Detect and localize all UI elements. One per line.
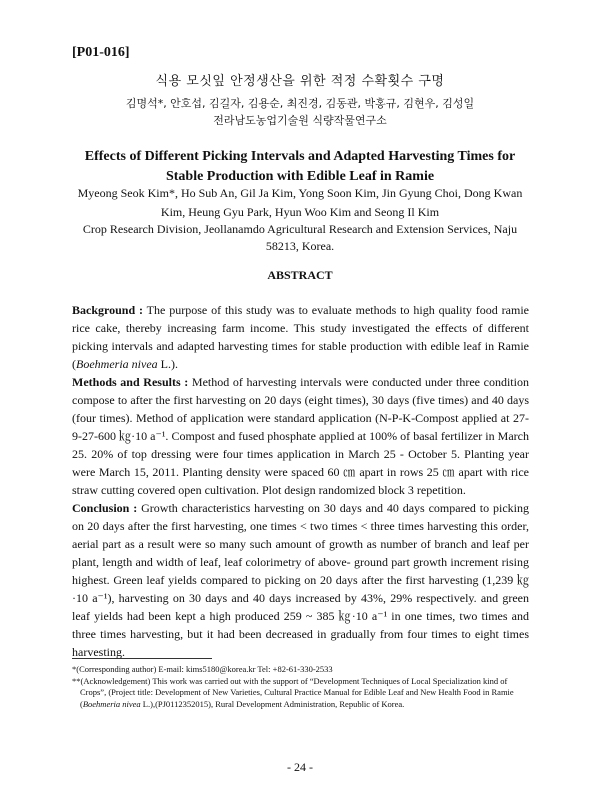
- methods-paragraph: [72, 373, 529, 499]
- abstract-body: [72, 301, 529, 661]
- korean-title: 식용 모싯잎 안정생산을 위한 적정 수확횟수 구명: [155, 74, 445, 89]
- footnote-acknowledgement-text: **(Acknowledgement) This work was carried out with the support of “Development Techniques of Local Specialization kind of Crops”, (Project title: Development of New Varieties, Cultural Practice Manual for Edible Leaf and New Health Food in Ramie (: [72, 675, 514, 709]
- background-label: Background :: [72, 303, 144, 317]
- english-title: Effects of Different Picking Intervals and Adapted Harvesting Times for Stable Production with Edible Leaf in Ramie: [84, 149, 516, 184]
- methods-label: Methods and Results :: [72, 375, 189, 389]
- footnote-corresponding-author: *(Corresponding author) E-mail: kims5180@korea.kr Tel: +82-61-330-2533: [72, 664, 333, 674]
- conclusion-paragraph: [72, 499, 529, 661]
- footnote-acknowledgement-tail: L.),(PJ0112352015), Rural Development Administration, Republic of Korea.: [140, 698, 405, 709]
- english-authors: Myeong Seok Kim*, Ho Sub An, Gil Ja Kim, Yong Soon Kim, Jin Gyung Choi, Dong Kwan Kim, Heung Gyu Park, Hyun Woo Kim and Seong Il Kim: [77, 186, 523, 219]
- abstract-heading: ABSTRACT: [267, 268, 333, 282]
- footnote-species: Boehmeria nivea: [82, 698, 141, 709]
- background-tail: L.).: [157, 357, 178, 371]
- footnote-divider: [72, 658, 212, 659]
- page-number: - 24 -: [287, 760, 313, 774]
- footnote-acknowledgement: [72, 676, 532, 711]
- korean-authors: 김명석*, 안호섭, 김길자, 김용순, 최진경, 김동관, 박홍규, 김현우, 김성일: [125, 97, 475, 110]
- background-species: Boehmeria nivea: [76, 357, 158, 371]
- background-text: The purpose of this study was to evaluate methods to high quality food ramie rice cake, thereby increasing farm income. This study investigated the effects of different picking intervals and adapted harvesting times for stable production with edible leaf in Ramie (: [72, 303, 529, 371]
- paper-code: [P01-016]: [72, 45, 130, 60]
- english-affiliation: Crop Research Division, Jeollanamdo Agricultural Research and Extension Services, Naju 58213, Korea.: [82, 222, 518, 253]
- background-paragraph: [72, 301, 529, 373]
- conclusion-label: Conclusion :: [72, 501, 138, 515]
- korean-affiliation: 전라남도농업기술원 식량작물연구소: [213, 114, 387, 127]
- conclusion-text: Growth characteristics harvesting on 30 days and 40 days compared to picking on 20 days after the first harvesting, one times < two times < three times harvesting this order, aerial part as a result were so many such amount of growth as number of branch and leaf per plant, length and width of leaf, leaf colorimetry of above- ground part growth increment rising highest. Green leaf yields compared to picking on 20 days after the first harvesting (1,239 ㎏·10 a⁻¹), harvesting on 30 days and 40 days increased by 43%, 29% respectively. and green leaf yields had been kept a high produced 259 ~ 385 ㎏·10 a⁻¹ in one times, two times and three times harvesting, but it had been decreased in gradually from four times to eight times harvesting.: [72, 501, 529, 659]
- methods-text: Method of harvesting intervals were conducted under three condition compose to after the first harvesting on 20 days (eight times), 30 days (five times) and 40 days (four times). Method of application were standard application (N-P-K-Compost applied at 27-9-27-600 ㎏·10 a⁻¹. Compost and fused phosphate applied at 100% of basal fertilizer in March 25. 20% of top dressing were four times application in March 25 - October 5. Planting year were March 15, 2011. Planting density were spaced 60 ㎝ apart in rows 25 ㎝ apart with rice straw cutting covered open cultivation. Plot design randomized block 3 repetition.: [72, 375, 529, 497]
- footnotes: [72, 664, 532, 710]
